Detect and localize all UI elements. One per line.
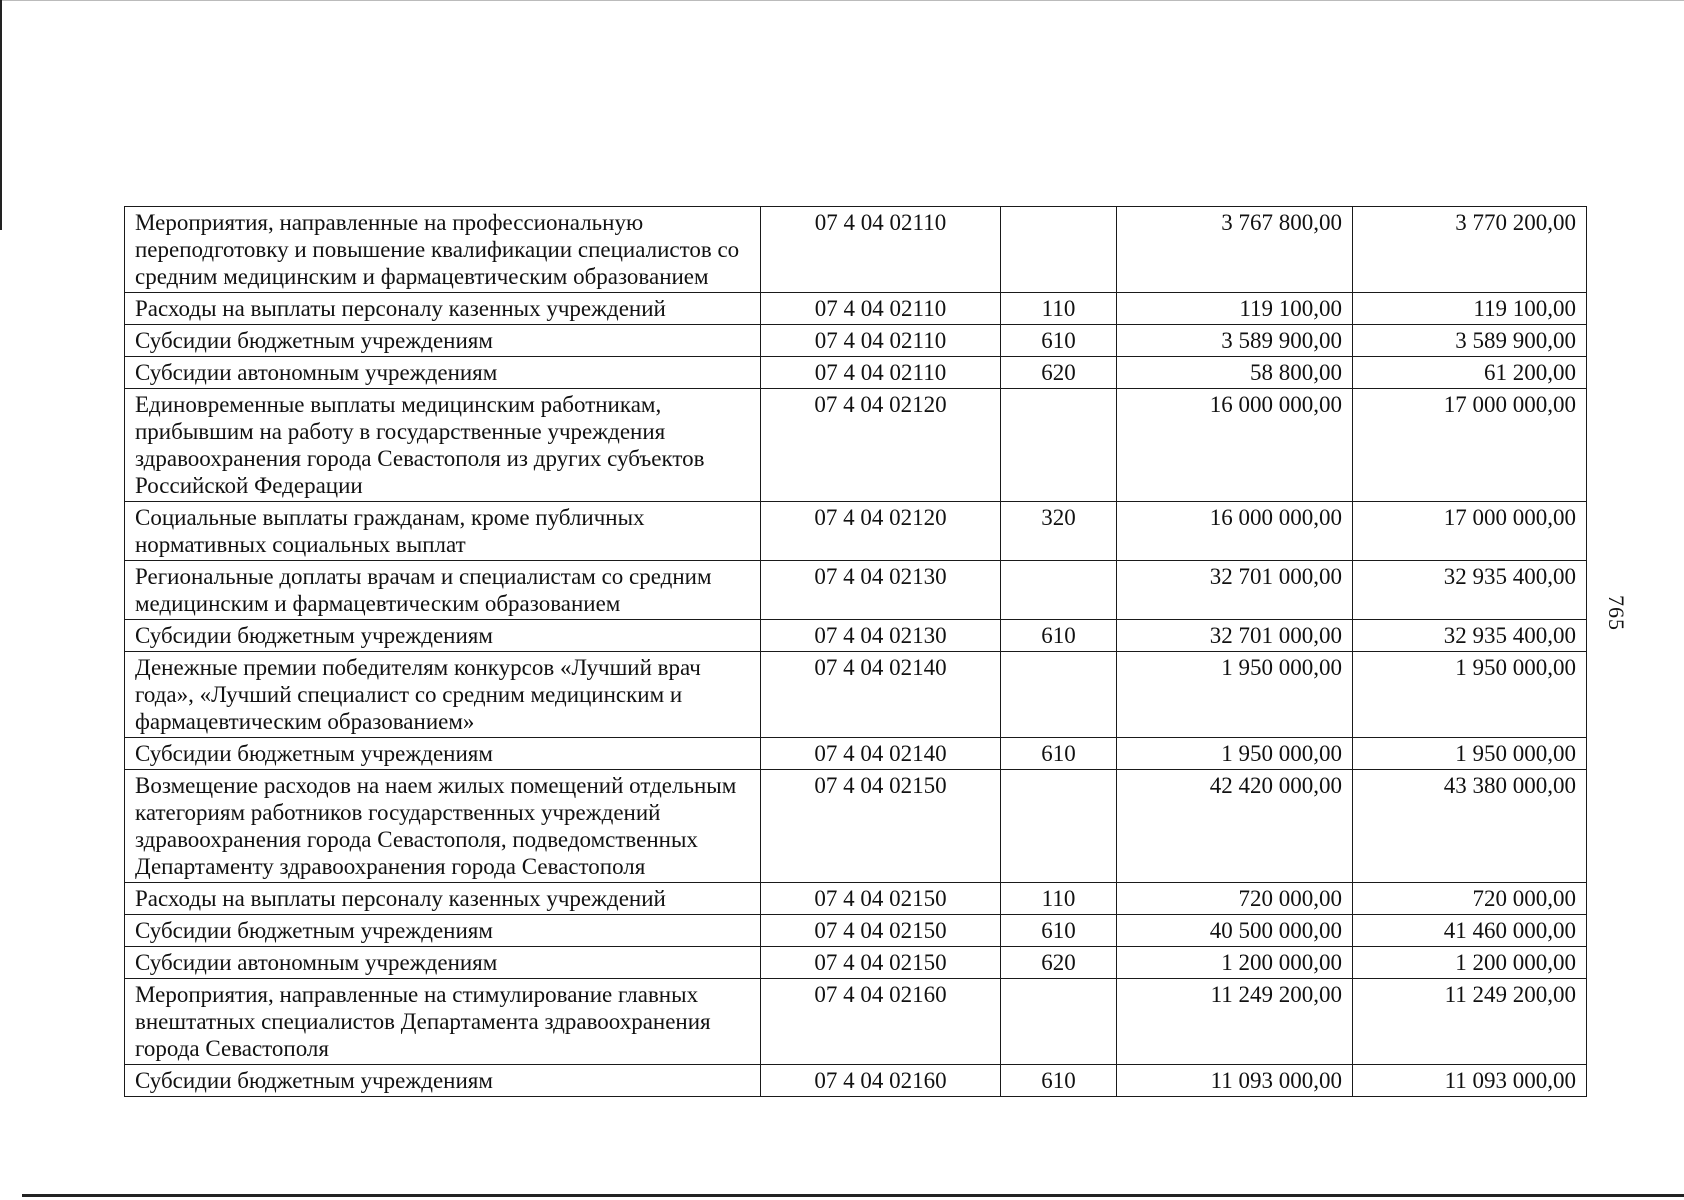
cell-expense-name: Субсидии бюджетным учреждениям [125, 738, 761, 770]
cell-expense-name: Мероприятия, направленные на стимулирование главных внештатных специалистов Департамента здравоохранения города Севастополя [125, 979, 761, 1065]
table-row [125, 915, 1587, 947]
cell-expense-type: 110 [1001, 293, 1117, 325]
cell-target-code: 07 4 04 02150 [761, 770, 1001, 883]
cell-amount-year-1: 32 701 000,00 [1117, 561, 1353, 620]
cell-target-code: 07 4 04 02160 [761, 1065, 1001, 1097]
table-row [125, 293, 1587, 325]
table-row [125, 770, 1587, 883]
cell-expense-name: Возмещение расходов на наем жилых помещений отдельным категориям работников государственных учреждений здравоохранения города Севастополя, подведомственных Департаменту здравоохранения города Севастополя [125, 770, 761, 883]
table-row [125, 389, 1587, 502]
cell-amount-year-1: 3 767 800,00 [1117, 207, 1353, 293]
cell-amount-year-1: 40 500 000,00 [1117, 915, 1353, 947]
cell-target-code: 07 4 04 02150 [761, 947, 1001, 979]
cell-expense-type [1001, 561, 1117, 620]
cell-expense-name: Субсидии автономным учреждениям [125, 947, 761, 979]
cell-expense-type: 320 [1001, 502, 1117, 561]
table-row [125, 652, 1587, 738]
cell-amount-year-2: 32 935 400,00 [1353, 620, 1587, 652]
scan-edge-top [0, 0, 1684, 1]
scan-edge-left [0, 0, 2, 230]
cell-expense-name: Расходы на выплаты персоналу казенных учреждений [125, 883, 761, 915]
cell-expense-name: Денежные премии победителям конкурсов «Лучший врач года», «Лучший специалист со средним медицинским и фармацевтическим образованием» [125, 652, 761, 738]
cell-expense-type: 610 [1001, 620, 1117, 652]
cell-expense-type: 610 [1001, 915, 1117, 947]
table-row [125, 207, 1587, 293]
table-row [125, 738, 1587, 770]
cell-amount-year-1: 16 000 000,00 [1117, 502, 1353, 561]
cell-amount-year-2: 11 249 200,00 [1353, 979, 1587, 1065]
cell-amount-year-1: 11 249 200,00 [1117, 979, 1353, 1065]
table-row [125, 979, 1587, 1065]
cell-target-code: 07 4 04 02130 [761, 620, 1001, 652]
cell-amount-year-2: 1 200 000,00 [1353, 947, 1587, 979]
cell-expense-name: Субсидии бюджетным учреждениям [125, 325, 761, 357]
cell-target-code: 07 4 04 02120 [761, 502, 1001, 561]
cell-target-code: 07 4 04 02150 [761, 915, 1001, 947]
table-row [125, 325, 1587, 357]
cell-target-code: 07 4 04 02110 [761, 207, 1001, 293]
cell-expense-name: Субсидии бюджетным учреждениям [125, 620, 761, 652]
cell-expense-type [1001, 207, 1117, 293]
cell-amount-year-1: 1 950 000,00 [1117, 652, 1353, 738]
cell-target-code: 07 4 04 02120 [761, 389, 1001, 502]
cell-amount-year-1: 3 589 900,00 [1117, 325, 1353, 357]
budget-table [124, 206, 1587, 1097]
table-row [125, 1065, 1587, 1097]
cell-expense-name: Субсидии автономным учреждениям [125, 357, 761, 389]
cell-expense-type [1001, 652, 1117, 738]
cell-expense-name: Единовременные выплаты медицинским работникам, прибывшим на работу в государственные учреждения здравоохранения города Севастополя из других субъектов Российской Федерации [125, 389, 761, 502]
cell-amount-year-1: 16 000 000,00 [1117, 389, 1353, 502]
table-row [125, 561, 1587, 620]
cell-amount-year-2: 61 200,00 [1353, 357, 1587, 389]
cell-amount-year-2: 720 000,00 [1353, 883, 1587, 915]
cell-expense-name: Региональные доплаты врачам и специалистам со средним медицинским и фармацевтическим образованием [125, 561, 761, 620]
budget-table-container [124, 206, 1586, 1097]
cell-target-code: 07 4 04 02110 [761, 293, 1001, 325]
cell-target-code: 07 4 04 02150 [761, 883, 1001, 915]
cell-amount-year-2: 1 950 000,00 [1353, 652, 1587, 738]
cell-amount-year-2: 32 935 400,00 [1353, 561, 1587, 620]
cell-amount-year-2: 3 589 900,00 [1353, 325, 1587, 357]
cell-expense-type: 610 [1001, 738, 1117, 770]
budget-table-body [125, 207, 1587, 1097]
cell-expense-type: 620 [1001, 357, 1117, 389]
cell-amount-year-2: 3 770 200,00 [1353, 207, 1587, 293]
cell-amount-year-1: 42 420 000,00 [1117, 770, 1353, 883]
cell-expense-type: 610 [1001, 1065, 1117, 1097]
cell-amount-year-1: 32 701 000,00 [1117, 620, 1353, 652]
cell-amount-year-1: 58 800,00 [1117, 357, 1353, 389]
cell-expense-type [1001, 770, 1117, 883]
page-number: 765 [1604, 595, 1629, 631]
cell-amount-year-1: 1 200 000,00 [1117, 947, 1353, 979]
cell-amount-year-1: 720 000,00 [1117, 883, 1353, 915]
cell-target-code: 07 4 04 02130 [761, 561, 1001, 620]
cell-expense-type [1001, 389, 1117, 502]
cell-expense-name: Субсидии бюджетным учреждениям [125, 1065, 761, 1097]
cell-target-code: 07 4 04 02140 [761, 652, 1001, 738]
table-row [125, 883, 1587, 915]
cell-amount-year-2: 119 100,00 [1353, 293, 1587, 325]
cell-expense-type [1001, 979, 1117, 1065]
cell-amount-year-1: 119 100,00 [1117, 293, 1353, 325]
cell-amount-year-1: 11 093 000,00 [1117, 1065, 1353, 1097]
cell-expense-name: Расходы на выплаты персоналу казенных учреждений [125, 293, 761, 325]
cell-amount-year-1: 1 950 000,00 [1117, 738, 1353, 770]
cell-amount-year-2: 1 950 000,00 [1353, 738, 1587, 770]
table-row [125, 502, 1587, 561]
cell-target-code: 07 4 04 02110 [761, 325, 1001, 357]
scan-edge-bottom [22, 1194, 1684, 1197]
cell-expense-name: Мероприятия, направленные на профессиональную переподготовку и повышение квалификации специалистов со средним медицинским и фармацевтическим образованием [125, 207, 761, 293]
cell-amount-year-2: 41 460 000,00 [1353, 915, 1587, 947]
cell-target-code: 07 4 04 02140 [761, 738, 1001, 770]
table-row [125, 620, 1587, 652]
table-row [125, 357, 1587, 389]
cell-expense-name: Социальные выплаты гражданам, кроме публичных нормативных социальных выплат [125, 502, 761, 561]
cell-expense-type: 610 [1001, 325, 1117, 357]
cell-expense-name: Субсидии бюджетным учреждениям [125, 915, 761, 947]
cell-target-code: 07 4 04 02110 [761, 357, 1001, 389]
cell-amount-year-2: 11 093 000,00 [1353, 1065, 1587, 1097]
cell-expense-type: 620 [1001, 947, 1117, 979]
cell-amount-year-2: 17 000 000,00 [1353, 389, 1587, 502]
table-row [125, 947, 1587, 979]
cell-target-code: 07 4 04 02160 [761, 979, 1001, 1065]
cell-amount-year-2: 43 380 000,00 [1353, 770, 1587, 883]
cell-amount-year-2: 17 000 000,00 [1353, 502, 1587, 561]
cell-expense-type: 110 [1001, 883, 1117, 915]
